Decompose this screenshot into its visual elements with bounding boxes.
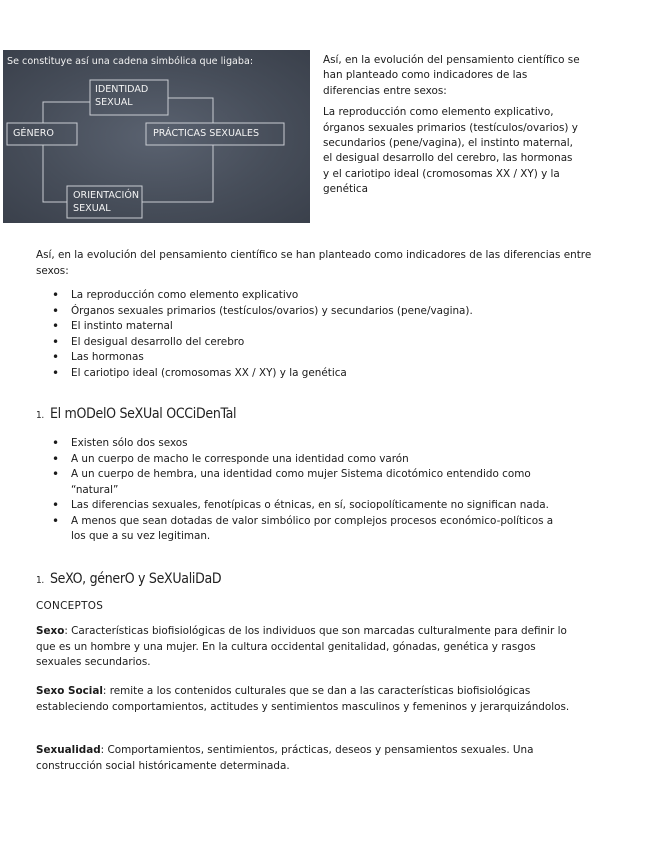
term-sexualidad: Sexualidad [36, 744, 101, 756]
connector-genero-orientacion [43, 145, 67, 202]
figure-title: Se constituye así una cadena simbólica que ligaba: [7, 56, 254, 67]
symbolic-chain-figure [3, 50, 310, 223]
identidad-line-2: SEXUAL [95, 97, 133, 108]
heading-sexo-genero [36, 571, 221, 587]
term-sexo: Sexo [36, 625, 65, 637]
list-item: • Órganos sexuales primarios (testículos/ovarios) y secundarios (pene/vagina). [36, 304, 596, 320]
modelo-list [36, 436, 596, 545]
intro-paragraph: Así, en la evolución del pensamiento científico se han planteado como indicadores de las diferencias entre sexos: [36, 249, 592, 277]
term-sexo-social: Sexo Social [36, 685, 103, 697]
side-paragraph-2: La reproducción como elemento explicativo, órganos sexuales primarios (testículos/ovarios) y secundarios (pene/vagina), el instinto maternal, el desigual desarrollo del cerebro, las hormonas y el cariotipo ideal (cromosomas XX / XY) y la genética [323, 106, 578, 196]
identidad-line-1: IDENTIDAD [95, 84, 149, 95]
indicators-list [36, 288, 596, 381]
list-item: • El desigual desarrollo del cerebro [36, 335, 596, 351]
connector-orientacion-practicas [142, 145, 213, 202]
heading-number: 1. [36, 575, 44, 586]
definition-sexo [36, 624, 576, 671]
heading-number: 1. [36, 410, 44, 421]
list-item: • El instinto maternal [36, 319, 596, 335]
connector-genero-identidad [43, 102, 90, 123]
intro-section [36, 248, 596, 381]
orientacion-line-2: SEXUAL [73, 203, 111, 214]
definition-text: : remite a los contenidos culturales que se dan a las características biofisiológicas estableciendo comportamientos, actitudes y sentimientos masculinos y femeninos y jerarquizándolos. [36, 685, 570, 713]
list-item: • Existen sólo dos sexos [36, 436, 596, 452]
list-item: • La reproducción como elemento explicativo [36, 288, 596, 304]
orientacion-sexual-label [73, 189, 139, 215]
side-column [323, 53, 581, 204]
list-item: • A menos que sean dotadas de valor simbólico por complejos procesos económico-políticos a los que a su vez legitiman. [36, 514, 571, 545]
definition-sexo-social [36, 684, 576, 715]
definition-text: : Comportamientos, sentimientos, prácticas, deseos y pensamientos sexuales. Una construcción social históricamente determinada. [36, 744, 534, 772]
orientacion-line-1: ORIENTACIÓN [73, 190, 140, 201]
definition-sexualidad [36, 743, 576, 774]
heading-modelo-sexual [36, 406, 236, 422]
list-item: • Las diferencias sexuales, fenotípicas o étnicas, en sí, sociopolíticamente no significan nada. [36, 498, 596, 514]
list-item: • A un cuerpo de hembra, una identidad como mujer Sistema dicotómico entendido como “natural” [36, 467, 541, 498]
list-item: • Las hormonas [36, 350, 596, 366]
conceptos-label: CONCEPTOS [36, 600, 104, 612]
heading-text: SeXO, génerO y SeXUaliDaD [49, 571, 222, 587]
identidad-sexual-label [95, 83, 148, 109]
genero-label: GÉNERO [13, 128, 54, 139]
practicas-sexuales-label: PRÁCTICAS SEXUALES [153, 128, 260, 139]
side-paragraph-1: Así, en la evolución del pensamiento científico se han planteado como indicadores de las diferencias entre sexos: [323, 54, 580, 97]
modelo-section [36, 436, 596, 545]
definition-text: : Características biofisiológicas de los individuos que son marcadas culturalmente para definir lo que es un hombre y una mujer. En la cultura occidental genitalidad, gónadas, genética y rasgos sexuales secundarios. [36, 625, 567, 668]
list-item: • A un cuerpo de macho le corresponde una identidad como varón [36, 452, 596, 468]
heading-text: El mODelO SeXUal OCCiDenTal [49, 406, 237, 422]
connector-identidad-practicas [168, 98, 213, 123]
list-item: • El cariotipo ideal (cromosomas XX / XY) y la genética [36, 366, 596, 382]
